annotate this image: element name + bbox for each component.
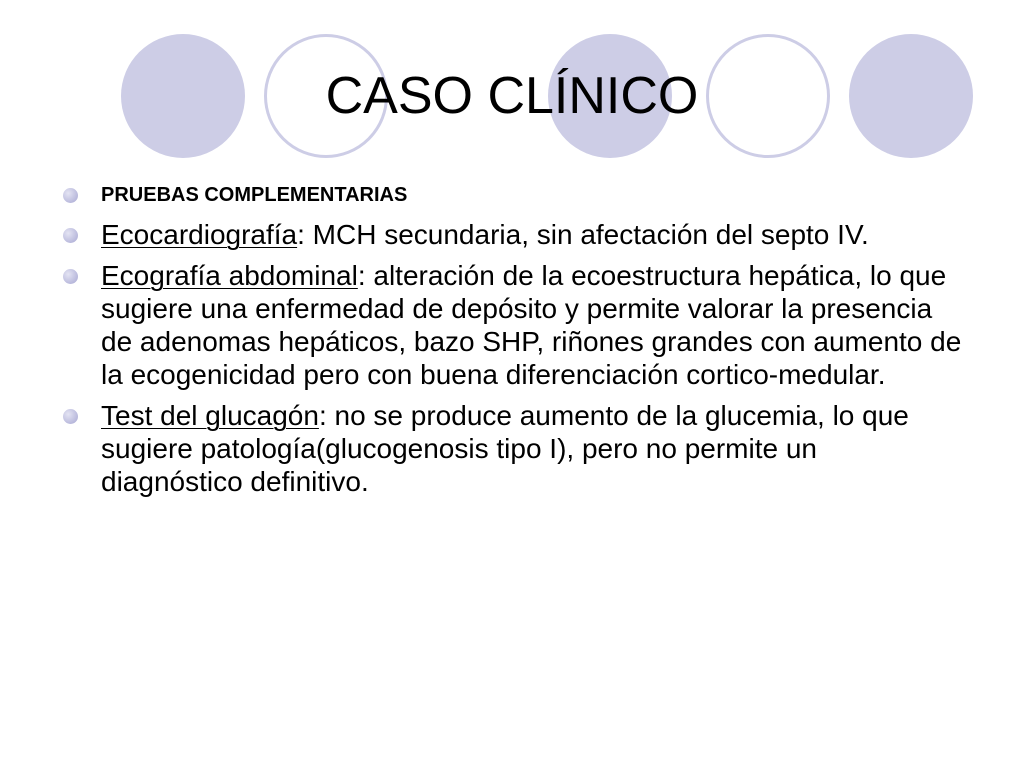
bullet-term: Ecocardiografía [101,219,298,250]
bullet-item-test-glucagon [62,399,962,498]
bullet-dot-icon [63,228,78,243]
bullet-dot-icon [63,188,78,203]
bullet-list [62,176,962,506]
bullet-term: Ecografía abdominal [101,260,358,291]
bullet-dot-icon [63,409,78,424]
bullet-text: : MCH secundaria, sin afectación del septo IV. [297,219,869,250]
bullet-item-ecocardiografia [62,218,962,251]
section-heading: PRUEBAS COMPLEMENTARIAS [101,184,408,206]
bullet-dot-icon [63,269,78,284]
bullet-item-section-heading [62,176,962,214]
bullet-text: : alteración de la ecoestructura hepática, lo que sugiere una enfermedad de depósito y permite valorar la presencia de adenomas hepáticos, bazo SHP, riñones grandes con aumento de la ecogenicidad pero con buena diferenciación cortico-medular. [101,260,962,390]
bullet-text: : no se produce aumento de la glucemia, lo que sugiere patología(glucogenosis tipo I), pero no permite un diagnóstico definitivo. [101,400,909,497]
bullet-item-ecografia-abdominal [62,259,962,391]
slide-title: CASO CLÍNICO [325,67,699,125]
bullet-term: Test del glucagón [101,400,319,431]
